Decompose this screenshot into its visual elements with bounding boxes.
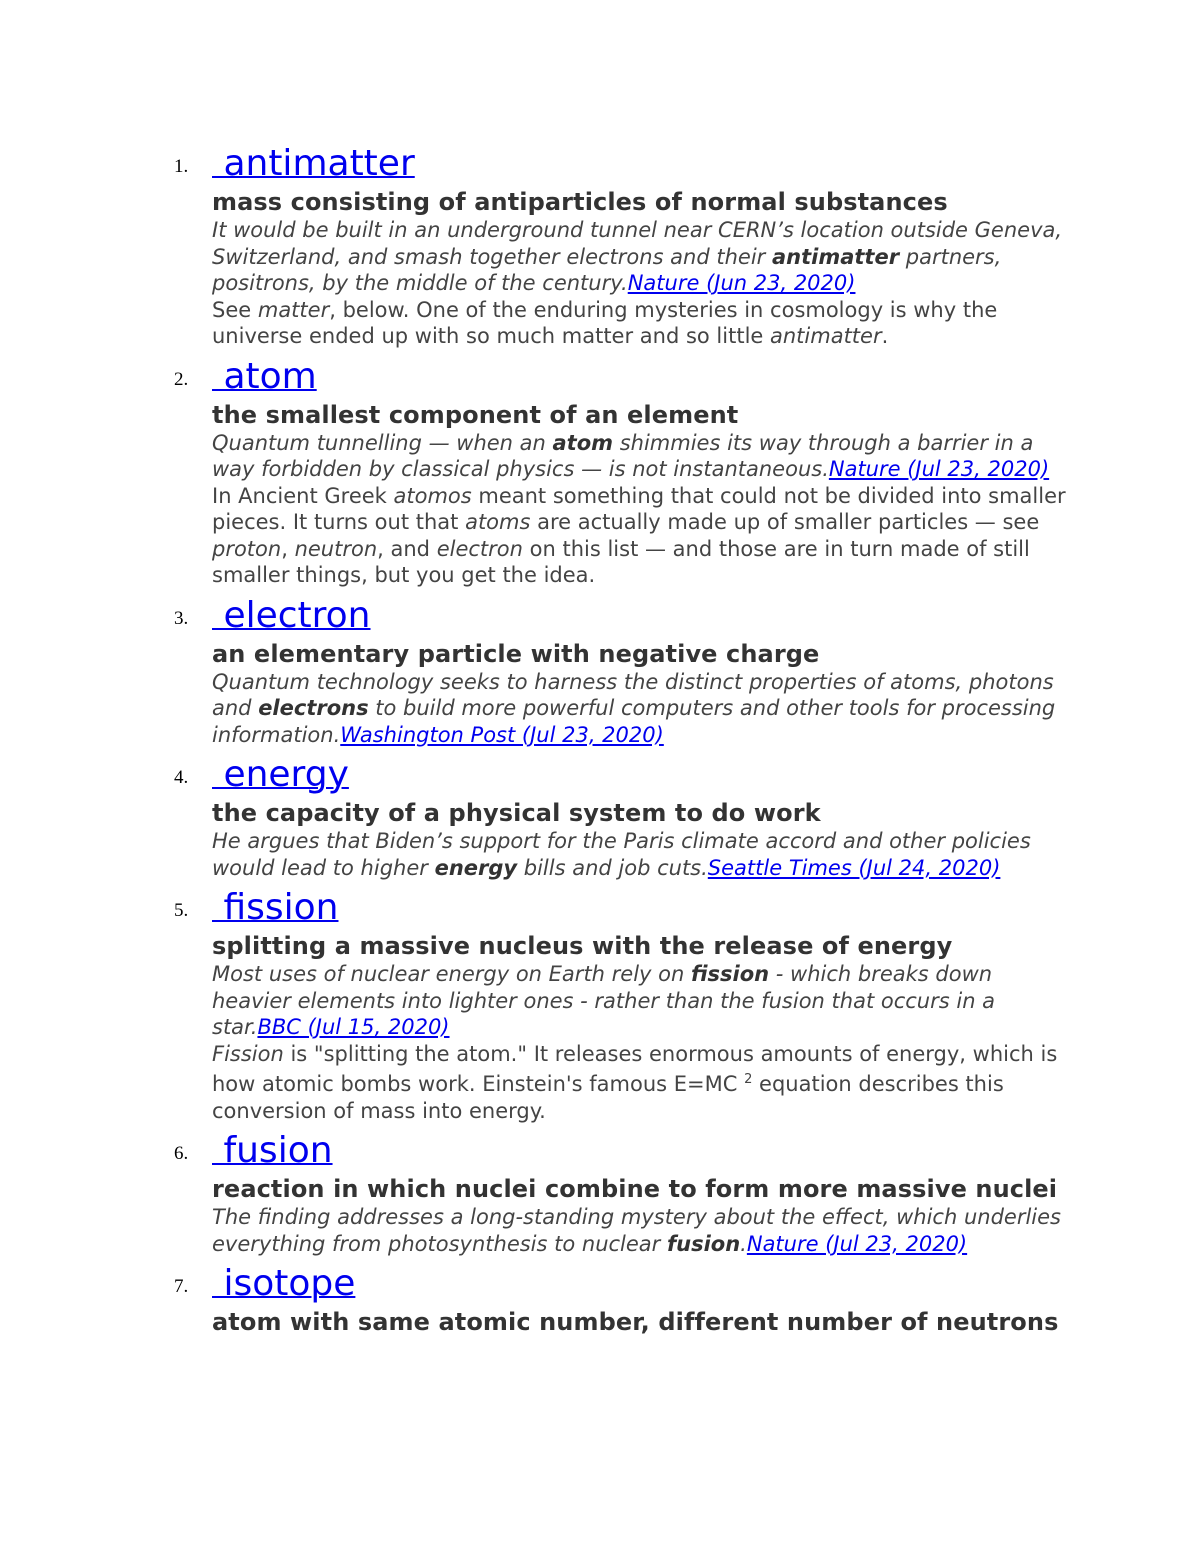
definition: reaction in which nuclei combine to form more massive nuclei (212, 1175, 1058, 1203)
highlighted-word: atom (552, 430, 614, 455)
list-number: 7. (174, 1276, 189, 1297)
list-number: 2. (174, 368, 189, 390)
example-sentence: Most uses of nuclear energy on Earth rely on fission - which breaks down heavier elements into lighter ones - rather than the fusion that occurs in a star.BBC (Jul 15, 2020) (212, 962, 996, 1039)
source-link[interactable]: Washington Post (Jul 23, 2020) (340, 722, 664, 747)
example-sentence: It would be built in an underground tunnel near CERN’s location outside Geneva, Switzerland, and smash together electrons and their antimatter partners, positrons, by the middle of the century.Nature (Jun 23, 2020) (212, 218, 1063, 295)
usage-note: See matter, below. One of the enduring mysteries in cosmology is why the universe ended up with so much matter and so little antimatter. (212, 297, 998, 348)
definition: the capacity of a physical system to do work (212, 799, 821, 827)
highlighted-word: fission (690, 962, 770, 986)
word-link-electron[interactable]: electron (212, 594, 371, 636)
list-item (0, 1127, 1200, 1257)
list-number: 5. (174, 900, 189, 921)
usage-note: In Ancient Greek atomos meant something that could not be divided into smaller pieces. It turns out that atoms are actually made up of smaller particles — see proton, neutron, and electron on this list — and those are in turn made of still smaller things, but you get the idea. (212, 483, 1066, 587)
list-item (0, 751, 1200, 881)
usage-note: Fission is "splitting the atom." It releases enormous amounts of energy, which is how atomic bombs work. Einstein's famous E=MC $^2$ equation describes this conversion of mass into energy. (212, 1041, 1058, 1123)
list-number: 3. (174, 607, 189, 629)
example-sentence: Quantum tunnelling — when an atom shimmies its way through a barrier in a way forbidden by classical physics — is not instantaneous.Nature (Jul 23, 2020) (212, 430, 1050, 481)
highlighted-word: antimatter (771, 244, 900, 269)
word-link-fission[interactable]: fission (212, 887, 339, 928)
definition: mass consisting of antiparticles of normal substances (212, 188, 948, 216)
word-link-atom[interactable]: atom (212, 355, 317, 397)
list-number: 1. (174, 156, 189, 177)
list-number: 4. (174, 767, 189, 788)
example-sentence: The finding addresses a long-standing mystery about the effect, which underlies everything from photosynthesis to nuclear fusion.Nature (Jul 23, 2020) (212, 1205, 1061, 1256)
source-link[interactable]: Nature (Jul 23, 2020) (828, 457, 1050, 481)
list-item (0, 884, 1200, 1124)
vocabulary-list (0, 140, 1200, 1340)
example-sentence: He argues that Biden’s support for the Paris climate accord and other policies would lead to higher energy bills and job cuts.Seattle Times (Jul 24, 2020) (212, 829, 1031, 880)
list-item (0, 1260, 1200, 1337)
definition: atom with same atomic number, different number of neutrons (212, 1308, 1059, 1336)
highlighted-word: electrons (258, 696, 369, 720)
superscript: 2 (744, 1072, 753, 1087)
definition: splitting a massive nucleus with the release of energy (212, 932, 953, 960)
word-link-antimatter[interactable]: antimatter (212, 143, 415, 184)
word-link-isotope[interactable]: isotope (212, 1263, 356, 1304)
source-link[interactable]: Nature (Jun 23, 2020) (627, 271, 856, 295)
definition: an elementary particle with negative charge (212, 639, 820, 668)
example-sentence: Quantum technology seeks to harness the distinct properties of atoms, photons and electrons to build more powerful computers and other tools for processing information.Washington Post (Jul 23, 2020) (212, 669, 1056, 747)
word-link-fusion[interactable]: fusion (212, 1130, 333, 1171)
source-link[interactable]: Nature (Jul 23, 2020) (746, 1231, 968, 1256)
source-link[interactable]: BBC (Jul 15, 2020) (257, 1015, 450, 1039)
list-number: 6. (174, 1143, 189, 1164)
source-link[interactable]: Seattle Times (Jul 24, 2020) (707, 855, 1001, 880)
highlighted-word: fusion (667, 1231, 741, 1256)
word-link-energy[interactable]: energy (212, 754, 349, 795)
definition: the smallest component of an element (212, 400, 739, 429)
list-item (0, 140, 1200, 350)
list-item (0, 353, 1200, 589)
highlighted-word: energy (434, 855, 518, 880)
list-item (0, 592, 1200, 749)
